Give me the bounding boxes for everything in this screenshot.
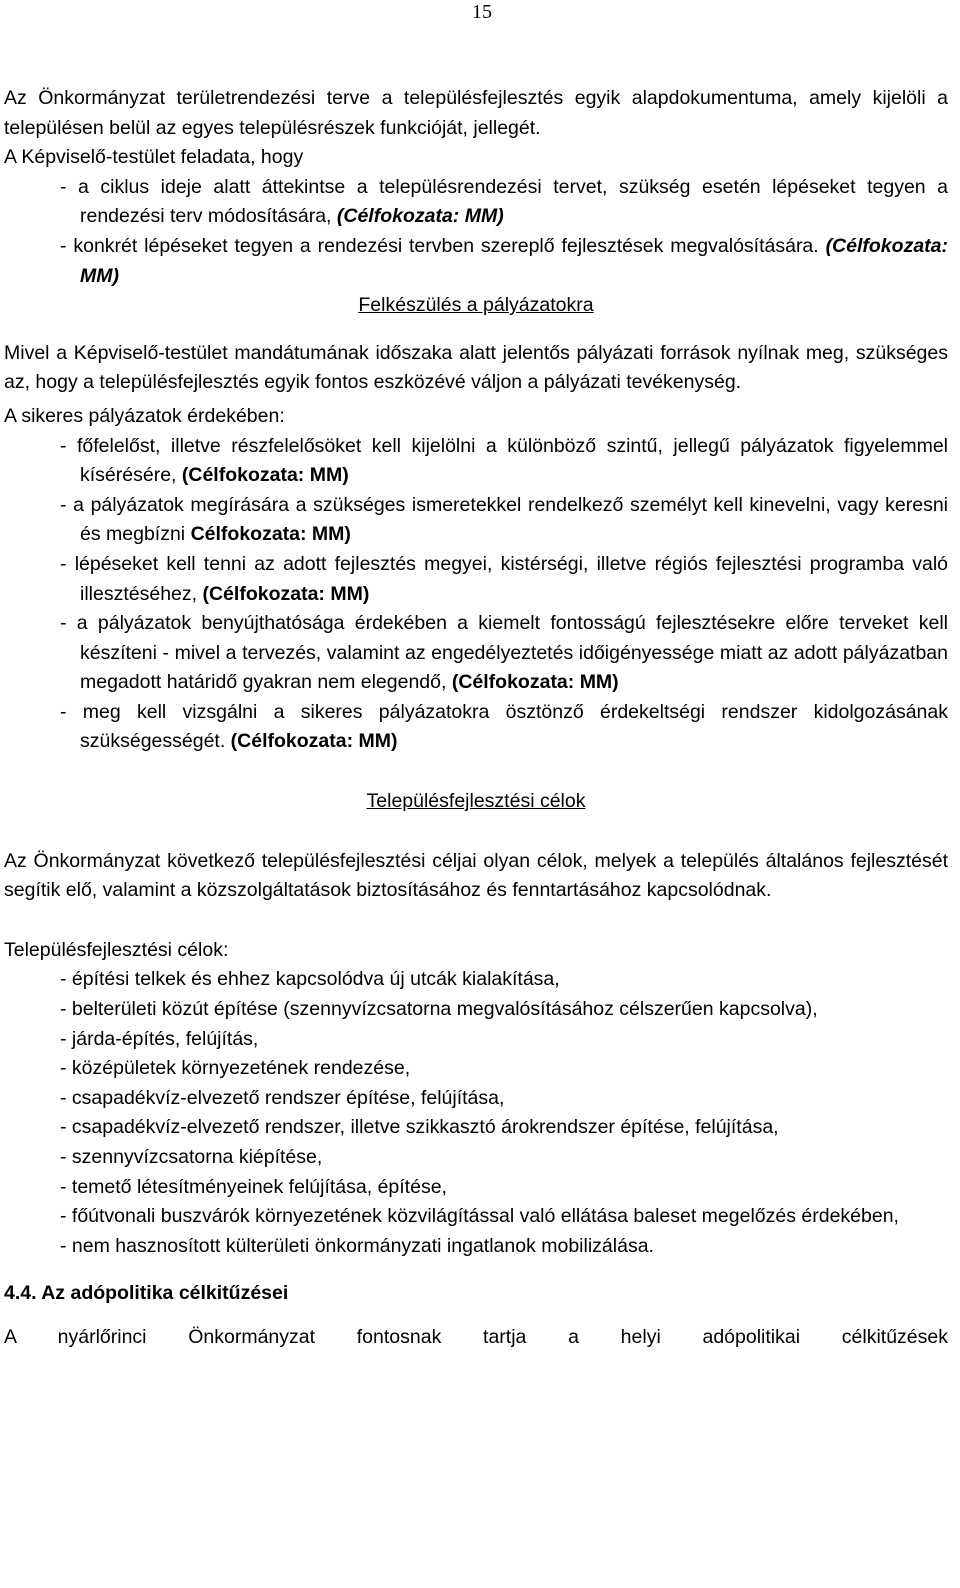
section1-paragraph: Mivel a Képviselő-testület mandátumának időszaka alatt jelentős pályázati források nyílnak meg, szükséges az, hogy a településfejlesztés egyik fontos eszközévé váljon a pályázati tevékenység. (4, 341, 948, 394)
item-text: - főfelelőst, illetve részfelelősöket kell kijelölni a különböző szintű, jellegű pályázatok figyelemmel kísérésére, (60, 434, 948, 487)
intro-paragraph: Az Önkormányzat területrendezési terve a településfejlesztés egyik alapdokumentuma, amely kijelöli a településen belül az egyes településrészek funkcióját, jellegét. (4, 87, 948, 139)
list-item: - csapadékvíz-elvezető rendszer építése, felújítása, (60, 1086, 505, 1109)
list-item: - középületek környezetének rendezése, (60, 1057, 411, 1080)
item-text: - lépéseket kell tenni az adott fejlesztés megyei, kistérségi, illetve régiós fejlesztési programba való illesztéséhez, (60, 552, 948, 605)
list-item: - szennyvízcsatorna kiépítése, (60, 1146, 323, 1168)
item-text: - konkrét lépéseket tegyen a rendezési tervben szereplő fejlesztések megvalósítására. (60, 234, 826, 257)
item-text: - a pályázatok benyújthatósága érdekében a kiemelt fontosságú fejlesztésekre előre terveket kell készíteni - mivel a tervezés, valamint az engedélyeztetés időigényessége miatt az adott pályázatban megadott határidő gyakran nem elegendő, (60, 612, 948, 694)
section1-lead: A sikeres pályázatok érdekében: (4, 404, 285, 427)
list-item: - belterületi közút építése (szennyvízcsatorna megvalósításához célszerűen kapcsolva), (60, 998, 818, 1021)
goal-tag: (Célfokozata: MM) (202, 582, 370, 605)
list-item (60, 550, 948, 609)
section2-list (4, 965, 948, 1261)
document-body (4, 84, 948, 1353)
goal-tag: Célfokozata: MM) (190, 523, 351, 546)
intro-lead: A Képviselő-testület feladata, hogy (4, 146, 304, 169)
list-item (60, 232, 948, 291)
goal-tag: (Célfokozata: MM) (230, 730, 398, 753)
intro-list (4, 173, 948, 291)
list-item (60, 173, 948, 232)
section2-lead: Településfejlesztési célok: (4, 938, 229, 961)
goal-tag: (Célfokozata: MM) (181, 464, 349, 487)
section2-paragraph: Az Önkormányzat következő településfejlesztési céljai olyan célok, melyek a település általános fejlesztését segítik elő, valamint a közszolgáltatások biztosításához és fenntartásához kapcsolódnak. (4, 849, 948, 902)
list-item: - csapadékvíz-elvezető rendszer, illetve szikkasztó árokrendszer építése, felújítása, (60, 1116, 779, 1139)
list-item (60, 609, 948, 698)
list-item: - temető létesítményeinek felújítása, építése, (60, 1175, 447, 1198)
goal-tag: (Célfokozata: MM) (336, 205, 504, 228)
page-number: 15 (472, 1, 492, 23)
list-item (60, 491, 948, 550)
goal-tag: (Célfokozata: MM) (451, 671, 619, 694)
item-text: - a pályázatok megírására a szükséges ismeretekkel rendelkező személyt kell kinevelni, vagy keresni és megbízni (60, 493, 948, 546)
list-item: - főútvonali buszvárók környezetének közvilágítással való ellátása baleset megelőzés érdekében, (60, 1205, 899, 1228)
goal-tag: (Célfokozata: MM) (80, 234, 948, 287)
list-item: - nem hasznosított külterületi önkormányzati ingatlanok mobilizálása. (60, 1234, 654, 1257)
item-text: - meg kell vizsgálni a sikeres pályázatokra ösztönző érdekeltségi rendszer kidolgozásának szükségességét. (60, 700, 948, 753)
list-item: - járda-építés, felújítás, (60, 1027, 259, 1050)
list-item (60, 432, 948, 491)
section1-list (4, 432, 948, 758)
item-text: - a ciklus ideje alatt áttekintse a településrendezési tervet, szükség esetén lépéseket tegyen a rendezési terv módosítására, (60, 175, 948, 228)
section-heading-palyazatok: Felkészülés a pályázatokra (358, 294, 594, 317)
section-heading-celok: Településfejlesztési célok (366, 790, 586, 813)
section3-paragraph: A nyárlőrinci Önkormányzat fontosnak tartja a helyi adópolitikai célkitűzések (4, 1325, 948, 1348)
list-item: - építési telkek és ehhez kapcsolódva új utcák kialakítása, (60, 968, 560, 991)
section-heading-adopolitika: 4.4. Az adópolitika célkitűzései (4, 1282, 289, 1305)
list-item (60, 698, 948, 757)
